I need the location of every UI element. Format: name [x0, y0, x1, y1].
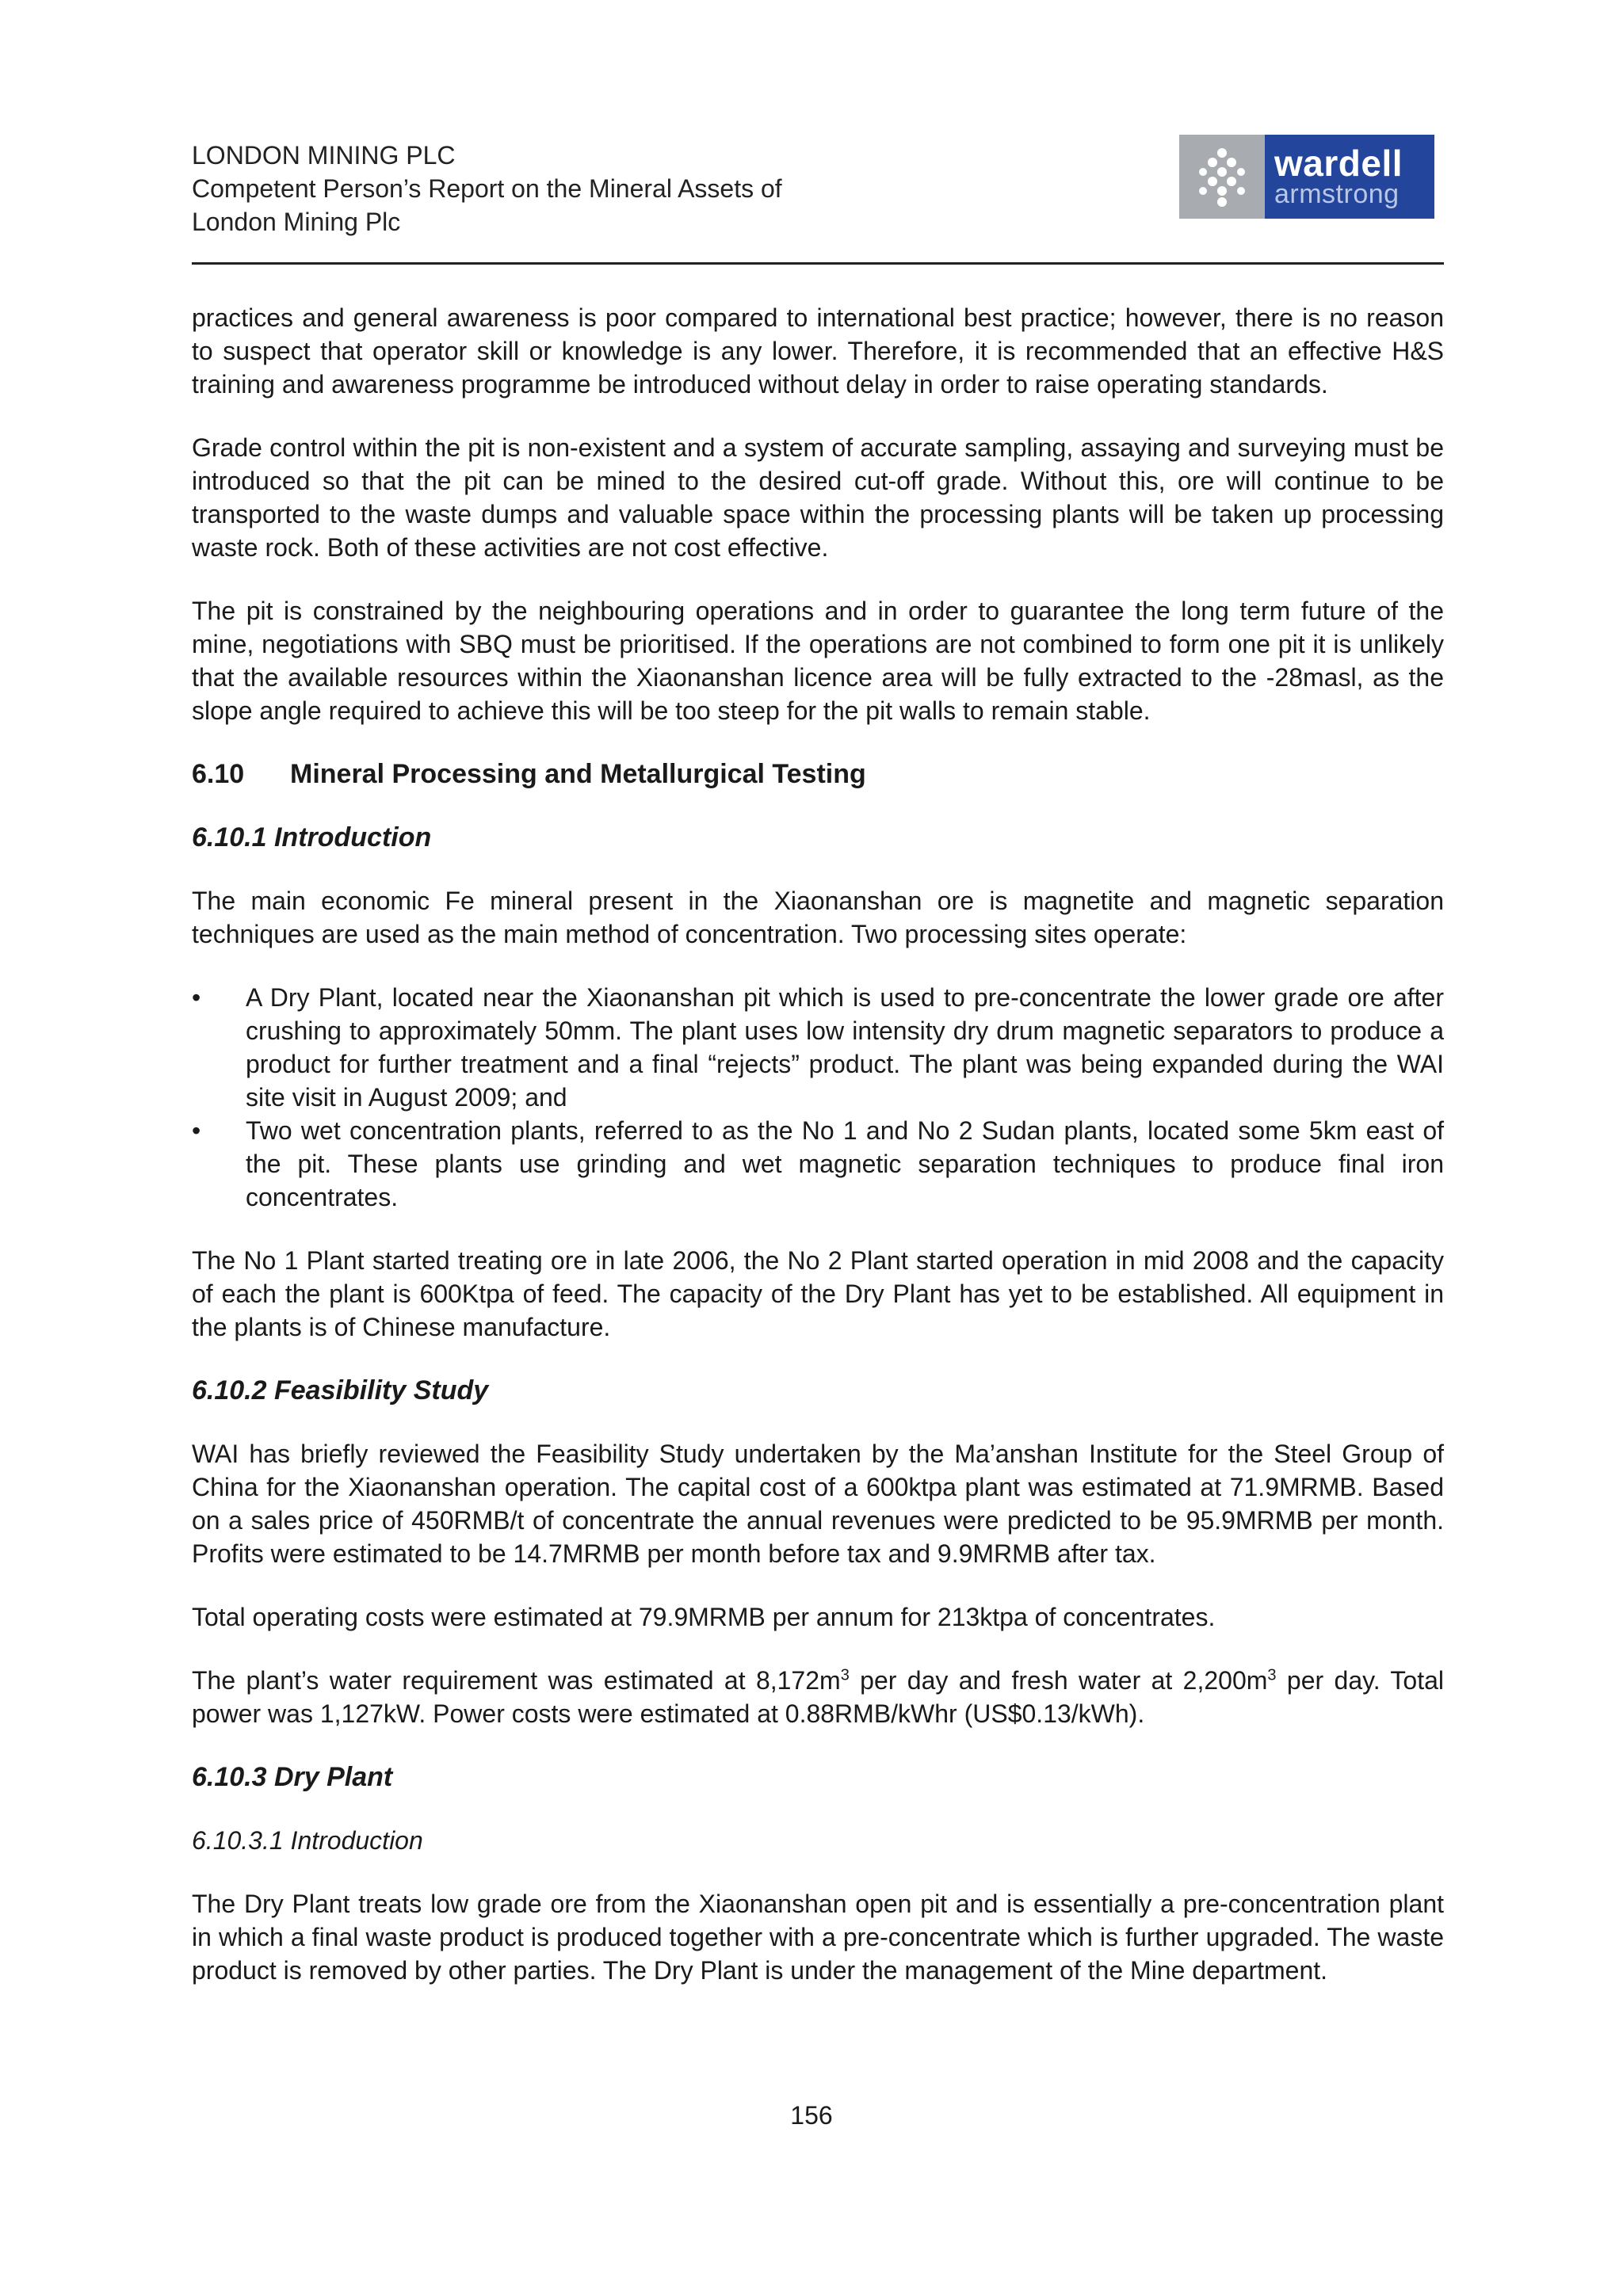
section-heading-6-10-2: 6.10.2 Feasibility Study [192, 1375, 489, 1405]
section-heading-6-10 [192, 757, 1444, 791]
water-text-b: per day and fresh water at 2,200m [849, 1666, 1268, 1695]
section-heading-6-10-1: 6.10.1 Introduction [192, 822, 432, 852]
header-report-subject: London Mining Plc [192, 208, 401, 236]
paragraph-plant-capacity: The No 1 Plant started treating ore in late 2006, the No 2 Plant started operation in mid 2008 and the capacity of each the plant is 600Ktpa of feed. The capacity of the Dry Plant has yet to be established. All equipment in the plants is of Chinese manufacture. [192, 1246, 1444, 1341]
header-divider [192, 262, 1444, 265]
paragraph-water-power [192, 1664, 1444, 1730]
paragraph-dry-plant: The Dry Plant treats low grade ore from the Xiaonanshan open pit and is essentially a pre-concentration plant in which a final waste product is produced together with a pre-concentrate which is further upgraded. The waste product is removed by other parties. The Dry Plant is under the management of the Mine department. [192, 1890, 1444, 1985]
logo-word-armstrong: armstrong [1274, 179, 1400, 209]
processing-sites-list [192, 981, 1444, 1214]
logo-wordmark [1265, 135, 1434, 219]
section-title: Mineral Processing and Metallurgical Testing [290, 759, 866, 789]
logo-diamond-icon [1179, 135, 1265, 219]
header-company: LONDON MINING PLC [192, 141, 456, 170]
paragraph-operating-costs: Total operating costs were estimated at 79.9MRMB per annum for 213ktpa of concentrates. [192, 1603, 1216, 1631]
logo-word-wardell: wardell [1274, 143, 1403, 184]
superscript-cubed: 3 [1267, 1666, 1277, 1684]
wardell-armstrong-logo [1179, 135, 1434, 219]
paragraph-pit-constraints: The pit is constrained by the neighbouring operations and in order to guarantee the long term future of the mine, negotiations with SBQ must be prioritised. If the operations are not combined to form one pit it is unlikely that the available resources within the Xiaonanshan licence area will be fully extracted to the -28masl, as the slope angle required to achieve this will be too steep for the pit walls to remain stable. [192, 597, 1444, 725]
superscript-cubed: 3 [840, 1666, 850, 1684]
water-text-c: per day. Total power was 1,127kW. Power costs were estimated at 0.88RMB/kWhr (US$0.13/kWh). [192, 1666, 1445, 1728]
water-text-a: The plant’s water requirement was estimated at 8,172m [192, 1666, 841, 1695]
page-number: 156 [790, 2101, 833, 2130]
page-header [192, 139, 1444, 238]
paragraph-feasibility-review: WAI has briefly reviewed the Feasibility Study undertaken by the Ma’anshan Institute for the Steel Group of China for the Xiaonanshan operation. The capital cost of a 600ktpa plant was estimated at 71.9MRMB. Based on a sales price of 450RMB/t of concentrate the annual revenues were predicted to be 95.9MRMB per month. Profits were estimated to be 14.7MRMB per month before tax and 9.9MRMB after tax. [192, 1440, 1444, 1568]
header-report-title: Competent Person’s Report on the Mineral Assets of [192, 174, 782, 203]
paragraph-introduction: The main economic Fe mineral present in the Xiaonanshan ore is magnetite and magnetic separation techniques are used as the main method of concentration. Two processing sites operate: [192, 887, 1444, 948]
paragraph-grade-control: Grade control within the pit is non-existent and a system of accurate sampling, assaying and surveying must be introduced so that the pit can be mined to the desired cut-off grade. Without this, ore will continue to be transported to the waste dumps and valuable space within the processing plants will be taken up processing waste rock. Both of these activities are not cost effective. [192, 433, 1444, 562]
section-number: 6.10 [192, 759, 245, 789]
paragraph-hs-training: practices and general awareness is poor compared to international best practice; however, there is no reason to suspect that operator skill or knowledge is any lower. Therefore, it is recommended that an effective H&S training and awareness programme be introduced without delay in order to raise operating standards. [192, 303, 1444, 399]
list-item-dry-plant: • A Dry Plant, located near the Xiaonanshan pit which is used to pre-concentrate the lower grade ore after crushing to approximately 50mm. The plant uses low intensity dry drum magnetic separators to produce a product for further treatment and a final “rejects” product. The plant was being expanded during the WAI site visit in August 2009; and [192, 981, 1444, 1114]
list-item-wet-plants: • Two wet concentration plants, referred to as the No 1 and No 2 Sudan plants, located some 5km east of the pit. These plants use grinding and wet magnetic separation techniques to produce final iron concentrates. [192, 1114, 1444, 1214]
section-heading-6-10-3: 6.10.3 Dry Plant [192, 1762, 393, 1792]
page-body [192, 301, 1444, 2017]
subsection-heading-6-10-3-1: 6.10.3.1 Introduction [192, 1826, 423, 1855]
